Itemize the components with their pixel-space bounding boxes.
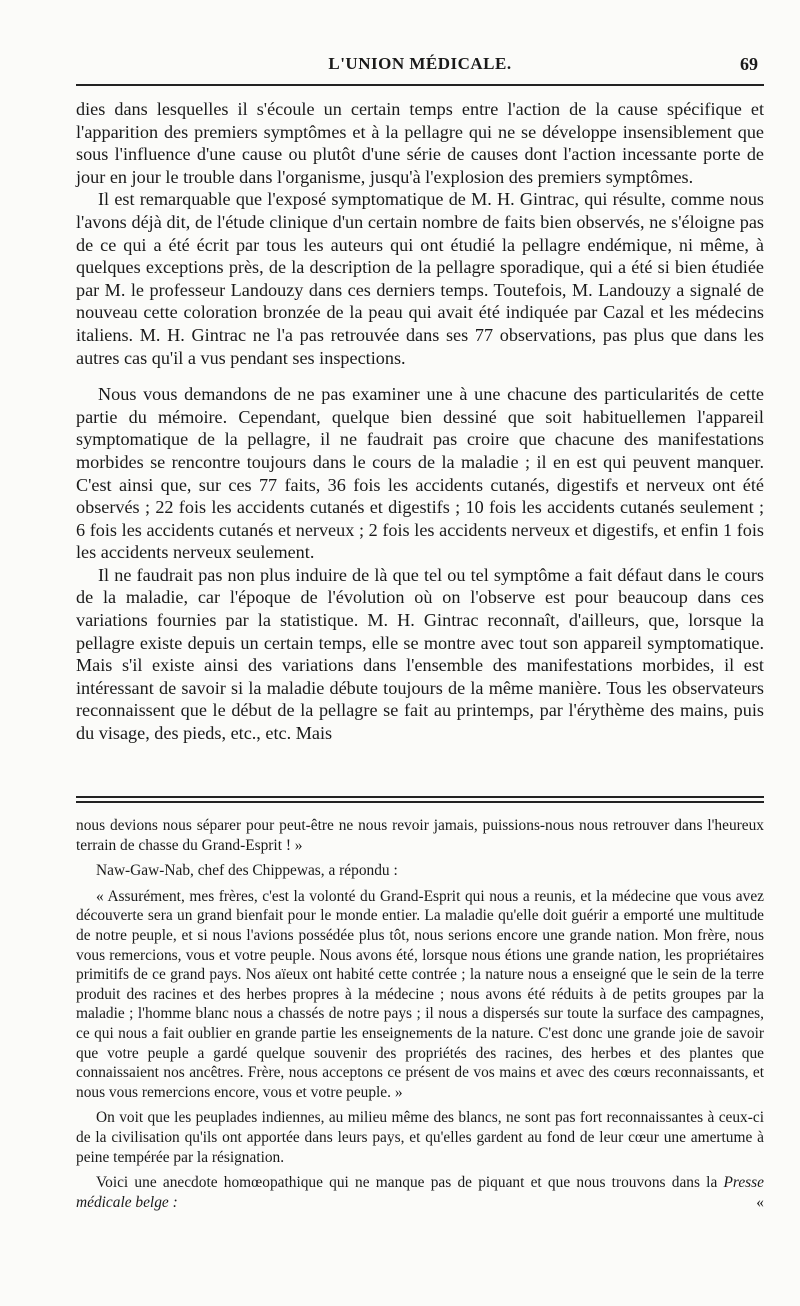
main-article-text bbox=[76, 98, 764, 745]
paragraph-chief-speech: « Assurément, mes frères, c'est la volonté du Grand-Esprit qui nous a reunis, et la médecine que vous avez découverte sera un grand bienfait pour le monde entier. La maladie qu'elle doit guérir a emporté une multitude de notre peuple, et si nous l'avions possédée plus tôt, nous serions encore une grande nation. Mon frère, nous vous remercions, vous et votre peuple. Nous avons été, lorsque nous étions une grande nation, les propriétaires primitifs de ce grand pays. Nos aïeux ont habité cette contrée ; la nature nous a enseigné que le sein de la terre produit des racines et des herbes propres à la médecine ; nous avons été réduits à de petits groupes par la maladie ; l'homme blanc nous a chassés de notre pays ; il nous a dispersés sur toute la surface des campagnes, ce qui nous a fait oublier en grande partie les enseignements de la nature. C'est donc une grande joie de savoir que votre peuple a gardé quelque souvenir des propriétés des racines, des herbes et des plantes que connaissaient nos ancêtres. Frère, nous acceptons ce présent de vos mains et avec des cœurs reconnaissants, et nous vous remercions encore, vous et votre peuple. » bbox=[76, 887, 764, 1101]
header-rule bbox=[76, 84, 764, 86]
paragraph-farewell: nous devions nous séparer pour peut-être ne nous revoir jamais, puissions-nous nous retrouver dans l'heureux terrain de chasse du Grand-Esprit ! » bbox=[76, 817, 764, 854]
paragraph-gintrac-exposition: Il est remarquable que l'exposé symptomatique de M. H. Gintrac, qui résulte, comme nous l'avons déjà dit, de l'étude clinique d'un certain nombre de faits bien observés, ne s'éloigne pas de ce qui a été écrit par tous les auteurs qui ont étudié la pellagre endémique, ni même, à quelques exceptions près, de la description de la pellagre sporadique, qui a été si bien étudiée par M. le professeur Landouzy dans ces derniers temps. Toutefois, M. Landouzy a signalé de nouveau cette coloration bronzée de la peau qui avait été indiquée par Cazal et les médecins italiens. M. H. Gintrac ne l'a pas retrouvée dans ses 77 observations, pas plus que dans les autres cas qu'il a vus pendant ses inspections. bbox=[76, 189, 764, 368]
journal-title: Presse médicale belge : bbox=[76, 1174, 764, 1211]
anecdote-lead: Voici une anecdote homœopathique qui ne manque pas de piquant et que nous trouvons dans la bbox=[96, 1174, 718, 1192]
paragraph-commentary: On voit que les peuplades indiennes, au milieu même des blancs, ne sont pas fort reconnaissantes à ceux-ci de la civilisation qu'ils ont apportée dans leurs pays, et qu'elles gardent au fond de leur cœur une amertume à peine tempérée par la résignation. bbox=[76, 1109, 764, 1166]
page-number: 69 bbox=[740, 54, 758, 74]
chief-response-intro: Naw-Gaw-Nab, chef des Chippewas, a répondu : bbox=[96, 862, 398, 880]
running-title: L'UNION MÉDICALE. bbox=[328, 54, 512, 73]
section-divider bbox=[76, 796, 764, 804]
paragraph-particularities: Nous vous demandons de ne pas examiner une à une chacune des particularités de cette partie du mémoire. Cependant, quelque bien dessiné que soit habituellemen l'appareil symptomatique de la pellagre, il ne faudrait pas croire que chacune des manifestations morbides se rencontre toujours dans le cours de la maladie ; il en est qui peuvent manquer. C'est ainsi que, sur ces 77 faits, 36 fois les accidents cutanés, digestifs et nerveux ont été observés ; 22 fois les accidents cutanés et digestifs ; 10 fois les accidents cutanés seulement ; 6 fois les accidents cutanés et nerveux ; 2 fois les accidents nerveux et digestifs, et enfin 1 fois les accidents nerveux seulement. bbox=[76, 384, 764, 563]
quote-mark: « bbox=[756, 1193, 764, 1211]
page-header bbox=[76, 48, 764, 84]
paragraph-anecdote-intro bbox=[76, 1173, 764, 1212]
paragraph-symptom-variations: Il ne faudrait pas non plus induire de là que tel ou tel symptôme a fait défaut dans le cours de la maladie, car l'époque de l'évolution où on l'observe est pour beaucoup dans ces variations fournies par la statistique. M. H. Gintrac reconnaît, d'ailleurs, que, lorsque la pellagre existe depuis un certain temps, elle se montre avec tout son appareil symptomatique. Mais s'il existe ainsi des variations dans l'ensemble des manifestations morbides, il est intéressant de savoir si la maladie débute toujours de la même manière. Tous les observateurs reconnaissent que le début de la pellagre se fait au printemps, par l'érythème des mains, puis du visage, des pieds, etc., etc. Mais bbox=[76, 564, 764, 744]
feuilleton-text bbox=[76, 816, 764, 1212]
paragraph-continuation: dies dans lesquelles il s'écoule un certain temps entre l'action de la cause spécifique et l'apparition des premiers symptômes et à la pellagre qui ne se développe insensiblement que sous l'influence d'une cause ou plutôt d'une série de causes dont l'action incessante porte de jour en jour le trouble dans l'organisme, jusqu'à l'explosion des premiers symptômes. bbox=[76, 99, 764, 187]
